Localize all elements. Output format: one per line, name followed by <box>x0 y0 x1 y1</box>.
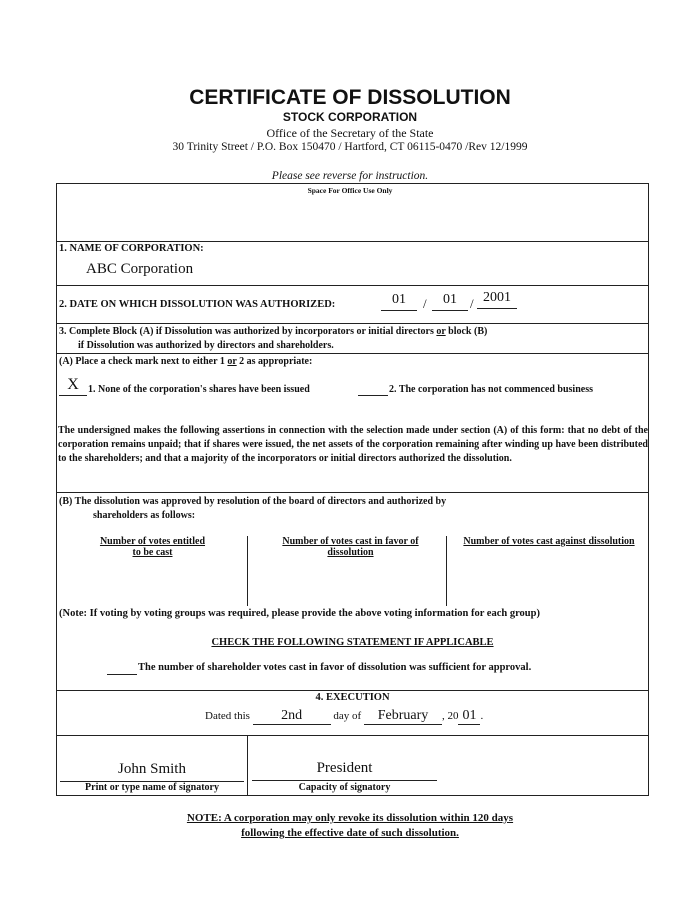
section3-line2: if Dissolution was authorized by directors and shareholders. <box>78 340 334 351</box>
divider-section1 <box>56 285 649 286</box>
option1-label: 1. None of the corporation's shares have been issued <box>88 384 310 395</box>
day-of-label: day of <box>333 710 362 722</box>
authorized-day-field[interactable] <box>432 290 468 312</box>
col-votes-favor-header: Number of votes cast in favor of dissolution <box>282 536 419 558</box>
dated-this-label: Dated this <box>205 710 250 722</box>
col-votes-entitled-header: Number of votes entitled to be cast <box>99 536 206 558</box>
votes-favor-field[interactable] <box>258 568 443 592</box>
authorized-year-value: 2001 <box>477 288 517 309</box>
execution-month-field[interactable]: February <box>364 708 442 725</box>
divider-office-use <box>56 241 649 242</box>
year-suffix: . <box>480 710 484 722</box>
corporation-name-field[interactable]: ABC Corporation <box>86 261 194 277</box>
section1-label: 1. NAME OF CORPORATION: <box>59 243 204 254</box>
option1-checkbox[interactable] <box>59 375 87 396</box>
signatory-capacity-field[interactable]: President <box>252 760 437 781</box>
form-subtitle: STOCK CORPORATION <box>282 110 418 124</box>
section-b-label-1: (B) The dissolution was approved by resolution of the board of directors and authorized by <box>59 496 447 507</box>
signatory-capacity-label: Capacity of signatory <box>298 782 391 793</box>
authorized-year-field[interactable] <box>477 288 517 310</box>
col-votes-against-header: Number of votes cast against dissolution <box>463 536 635 547</box>
office-address: 30 Trinity Street / P.O. Box 150470 / Hartford, CT 06115-0470 /Rev 12/1999 <box>172 141 528 153</box>
date-separator-2: / <box>470 296 474 311</box>
divider-section-a <box>56 492 649 493</box>
year-prefix-label: , 20 <box>441 710 459 722</box>
execution-heading: 4. EXECUTION <box>315 692 390 703</box>
section2-label: 2. DATE ON WHICH DISSOLUTION WAS AUTHORIZED: <box>59 299 336 310</box>
section-a-label: (A) Place a check mark next to either 1 or 2 as appropriate: <box>59 356 313 367</box>
execution-day-field[interactable]: 2nd <box>253 708 331 725</box>
office-name: Office of the Secretary of the State <box>266 126 434 140</box>
option1-mark: X <box>67 376 79 393</box>
signatory-name-label: Print or type name of signatory <box>85 782 219 793</box>
authorized-month-value: 01 <box>381 290 417 311</box>
section-b-label-2: shareholders as follows: <box>93 510 196 521</box>
votes-entitled-field[interactable] <box>70 568 235 592</box>
assertion-paragraph: The undersigned makes the following assertions in connection with the selection made under section (A) of this form: that no debt of the corporation remains unpaid; that if shares were issued, the net assets of the corporation remaining after winding up have been distributed to the shareholders; and that a majority of the incorporators or initial directors authorized the dissolution. <box>58 425 648 464</box>
authorized-month-field[interactable] <box>381 290 417 312</box>
check-statement-heading: CHECK THE FOLLOWING STATEMENT IF APPLICABLE <box>211 637 494 648</box>
signature-column-divider <box>247 735 248 796</box>
column-divider-2 <box>446 536 447 606</box>
sufficient-votes-label: The number of shareholder votes cast in favor of dissolution was sufficient for approval. <box>138 662 532 673</box>
section3-line1: 3. Complete Block (A) if Dissolution was authorized by incorporators or initial directors or block (B) <box>59 326 488 337</box>
form-title: CERTIFICATE OF DISSOLUTION <box>189 86 511 109</box>
dated-line <box>205 708 483 725</box>
divider-section3-header <box>56 353 649 354</box>
votes-against-field[interactable] <box>450 568 648 592</box>
column-divider-1 <box>247 536 248 606</box>
option2-checkbox[interactable] <box>358 375 388 396</box>
revocation-note-line1: NOTE: A corporation may only revoke its dissolution within 120 days <box>186 812 514 824</box>
date-separator-1: / <box>423 296 427 311</box>
option2-label: 2. The corporation has not commenced business <box>389 384 593 395</box>
instruction-note: Please see reverse for instruction. <box>271 170 429 182</box>
authorized-day-value: 01 <box>432 290 468 311</box>
execution-year-field[interactable]: 01 <box>458 708 480 725</box>
voting-groups-note: (Note: If voting by voting groups was required, please provide the above voting information for each group) <box>59 608 540 619</box>
divider-execution <box>56 735 649 736</box>
revocation-note-line2: following the effective date of such dissolution. <box>241 827 459 839</box>
divider-section2 <box>56 323 649 324</box>
divider-section-b <box>56 690 649 691</box>
sufficient-votes-checkbox[interactable] <box>107 658 137 675</box>
office-use-label: Space For Office Use Only <box>307 186 393 195</box>
signatory-name-field[interactable]: John Smith <box>60 761 244 782</box>
